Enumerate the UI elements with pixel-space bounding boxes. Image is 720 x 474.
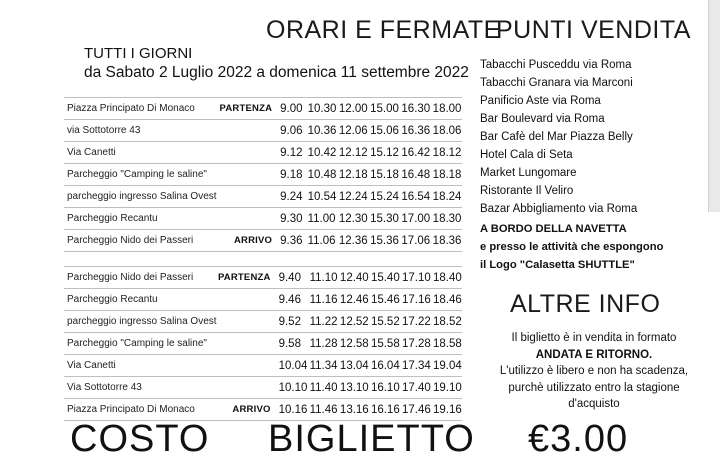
departure-time: 11.40 [308, 377, 338, 399]
departure-time: 16.16 [369, 399, 400, 421]
stop-name: Via Canetti [64, 142, 217, 164]
departure-time: 18.30 [431, 208, 462, 230]
bordo-line-1: A BORDO DELLA NAVETTA [480, 223, 627, 235]
stop-name: Piazza Principato Di Monaco [64, 399, 217, 421]
departure-time: 17.40 [400, 377, 431, 399]
altre-info-text [478, 330, 710, 413]
departure-time: 15.24 [368, 186, 399, 208]
departure-time: 18.40 [431, 267, 462, 289]
departure-time: 18.06 [431, 120, 462, 142]
departure-time: 15.12 [368, 142, 399, 164]
stop-tag [217, 186, 279, 208]
days-label: TUTTI I GIORNI [84, 45, 193, 62]
scrollbar-edge[interactable] [708, 0, 720, 212]
departure-time: 12.40 [338, 267, 369, 289]
departure-time: 11.28 [308, 333, 338, 355]
info-line-4: purchè utilizzato entro la stagione [508, 381, 680, 394]
stop-tag [217, 311, 277, 333]
departure-time: 19.04 [431, 355, 462, 377]
departure-time: 15.46 [369, 289, 400, 311]
departure-time: 16.04 [369, 355, 400, 377]
departure-time: 10.48 [306, 164, 337, 186]
table-row [64, 311, 462, 333]
schedule-table-return [64, 266, 462, 421]
stop-tag [217, 355, 277, 377]
departure-time: 15.52 [369, 311, 400, 333]
departure-time: 18.24 [431, 186, 462, 208]
departure-time: 18.52 [431, 311, 462, 333]
stop-name: via Sottotorre 43 [64, 120, 217, 142]
departure-time: 17.22 [400, 311, 431, 333]
table-row [64, 208, 462, 230]
departure-time: 12.58 [338, 333, 369, 355]
departure-time: 13.16 [338, 399, 369, 421]
table-row [64, 164, 462, 186]
departure-time: 9.36 [278, 230, 305, 252]
table-row [64, 186, 462, 208]
stop-name: Parcheggio "Camping le saline" [64, 164, 217, 186]
list-item: Ristorante Il Veliro [480, 185, 574, 197]
departure-time: 16.42 [399, 142, 430, 164]
departure-time: 11.10 [308, 267, 338, 289]
departure-time: 15.36 [368, 230, 399, 252]
bordo-line-2: e presso le attività che espongono [480, 241, 664, 253]
departure-time: 12.30 [337, 208, 368, 230]
stop-tag [217, 142, 279, 164]
punti-vendita-title: PUNTI VENDITA [496, 16, 691, 44]
departure-time: 12.46 [338, 289, 369, 311]
date-range: da Sabato 2 Luglio 2022 a domenica 11 settembre 2022 [84, 64, 469, 81]
departure-time: 18.36 [431, 230, 462, 252]
departure-time: 11.06 [306, 230, 337, 252]
departure-time: 13.04 [338, 355, 369, 377]
departure-time: 9.00 [278, 98, 305, 120]
table-row [64, 98, 462, 120]
stop-name: Parcheggio Recantu [64, 289, 217, 311]
departure-time: 12.24 [337, 186, 368, 208]
bordo-note [480, 220, 710, 274]
departure-time: 16.48 [399, 164, 430, 186]
departure-time: 16.54 [399, 186, 430, 208]
stop-tag: ARRIVO [217, 399, 277, 421]
departure-time: 10.30 [306, 98, 337, 120]
departure-time: 18.58 [431, 333, 462, 355]
departure-time: 15.58 [369, 333, 400, 355]
stop-name: parcheggio ingresso Salina Ovest [64, 311, 217, 333]
stop-tag [217, 208, 279, 230]
table-row [64, 267, 462, 289]
departure-time: 12.36 [337, 230, 368, 252]
stop-tag: PARTENZA [217, 267, 277, 289]
departure-time: 9.52 [277, 311, 308, 333]
departure-time: 17.16 [400, 289, 431, 311]
costo-label: COSTO [70, 418, 210, 460]
departure-time: 12.12 [337, 142, 368, 164]
departure-time: 18.12 [431, 142, 462, 164]
departure-time: 9.30 [278, 208, 305, 230]
table-row [64, 355, 462, 377]
stop-name: Parcheggio Recantu [64, 208, 217, 230]
stop-tag: ARRIVO [217, 230, 279, 252]
departure-time: 10.42 [306, 142, 337, 164]
info-line-1: Il biglietto è in vendita in formato [511, 332, 677, 344]
stop-name: parcheggio ingresso Salina Ovest [64, 186, 217, 208]
departure-time: 12.06 [337, 120, 368, 142]
departure-time: 18.46 [431, 289, 462, 311]
departure-time: 9.06 [278, 120, 305, 142]
departure-time: 15.06 [368, 120, 399, 142]
departure-time: 15.30 [368, 208, 399, 230]
departure-time: 15.18 [368, 164, 399, 186]
departure-time: 12.00 [337, 98, 368, 120]
list-item: Tabacchi Pusceddu via Roma [480, 59, 632, 71]
departure-time: 16.36 [399, 120, 430, 142]
punti-vendita-list [480, 56, 710, 218]
table-row [64, 142, 462, 164]
altre-info-title: ALTRE INFO [510, 290, 661, 318]
departure-time: 17.06 [399, 230, 430, 252]
table-row [64, 377, 462, 399]
table-row [64, 289, 462, 311]
stop-tag: PARTENZA [217, 98, 279, 120]
stop-name: Parcheggio Nido dei Passeri [64, 230, 217, 252]
departure-time: 10.10 [277, 377, 308, 399]
list-item: Bar Boulevard via Roma [480, 113, 605, 125]
departure-time: 19.10 [431, 377, 462, 399]
departure-time: 15.40 [369, 267, 400, 289]
info-line-2: ANDATA E RITORNO. [535, 348, 653, 361]
departure-time: 19.16 [431, 399, 462, 421]
stop-name: Parcheggio "Camping le saline" [64, 333, 217, 355]
price-label: €3.00 [528, 418, 629, 460]
stop-tag [217, 377, 277, 399]
departure-time: 9.40 [277, 267, 308, 289]
departure-time: 13.10 [338, 377, 369, 399]
departure-time: 17.46 [400, 399, 431, 421]
list-item: Tabacchi Granara via Marconi [480, 77, 633, 89]
schedule-table-outbound [64, 97, 462, 252]
departure-time: 12.18 [337, 164, 368, 186]
list-item: Market Lungomare [480, 167, 577, 179]
departure-time: 11.34 [308, 355, 338, 377]
departure-time: 11.46 [308, 399, 338, 421]
departure-time: 10.54 [306, 186, 337, 208]
stop-tag [217, 333, 277, 355]
stop-tag [217, 120, 279, 142]
departure-time: 16.10 [369, 377, 400, 399]
departure-time: 18.00 [431, 98, 462, 120]
info-line-5: d'acquisto [568, 398, 620, 410]
departure-time: 9.18 [278, 164, 305, 186]
stop-name: Parcheggio Nido dei Passeri [64, 267, 217, 289]
departure-time: 10.04 [277, 355, 308, 377]
departure-time: 11.00 [306, 208, 337, 230]
info-line-3: L'utilizzo è libero e non ha scadenza, [499, 365, 689, 377]
stop-name: Via Canetti [64, 355, 217, 377]
biglietto-label: BIGLIETTO [268, 418, 475, 460]
stop-tag [217, 289, 277, 311]
departure-time: 12.52 [338, 311, 369, 333]
table-row [64, 120, 462, 142]
departure-time: 9.58 [277, 333, 308, 355]
departure-time: 10.36 [306, 120, 337, 142]
stop-tag [217, 164, 279, 186]
departure-time: 10.16 [277, 399, 308, 421]
list-item: Bar Cafè del Mar Piazza Belly [480, 131, 633, 143]
bordo-line-3: il Logo "Calasetta SHUTTLE" [480, 259, 635, 271]
departure-time: 17.10 [400, 267, 431, 289]
table-row [64, 333, 462, 355]
stop-name: Via Sottotorre 43 [64, 377, 217, 399]
departure-time: 18.18 [431, 164, 462, 186]
list-item: Hotel Cala di Seta [480, 149, 573, 161]
departure-time: 11.16 [308, 289, 338, 311]
departure-time: 9.46 [277, 289, 308, 311]
departure-time: 15.00 [368, 98, 399, 120]
departure-time: 17.28 [400, 333, 431, 355]
departure-time: 17.34 [400, 355, 431, 377]
page-title: ORARI E FERMATE [266, 16, 501, 44]
list-item: Panificio Aste via Roma [480, 95, 601, 107]
departure-time: 11.22 [308, 311, 338, 333]
departure-time: 9.12 [278, 142, 305, 164]
departure-time: 9.24 [278, 186, 305, 208]
list-item: Bazar Abbigliamento via Roma [480, 203, 638, 215]
departure-time: 17.00 [399, 208, 430, 230]
stop-name: Piazza Principato Di Monaco [64, 98, 217, 120]
departure-time: 16.30 [399, 98, 430, 120]
table-row [64, 230, 462, 252]
